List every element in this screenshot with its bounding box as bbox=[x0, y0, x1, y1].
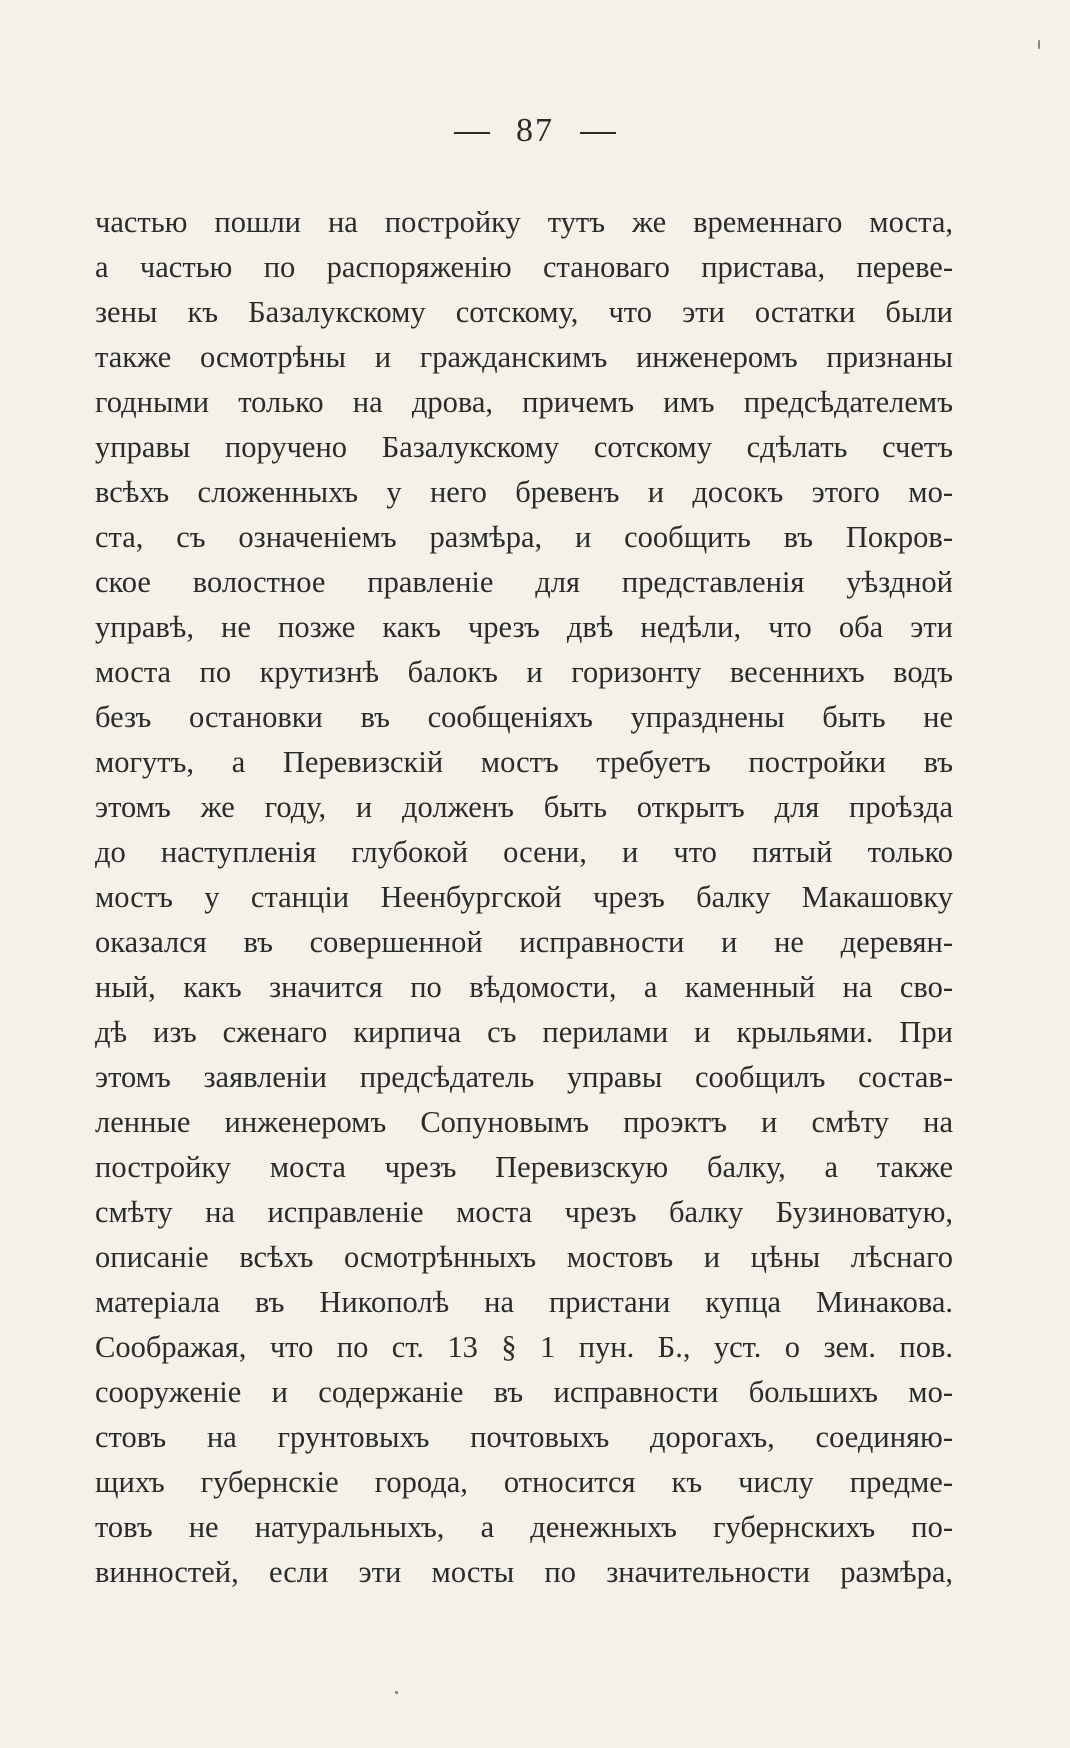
text-line: щихъ губернскіе города, относится къ числу предме- bbox=[95, 1465, 953, 1499]
text-line: также осмотрѣны и гражданскимъ инженеромъ признаны bbox=[95, 340, 953, 374]
text-line: всѣхъ сложенныхъ у него бревенъ и досокъ этого мо- bbox=[95, 475, 953, 509]
paper-speck bbox=[1038, 40, 1040, 49]
left-dash bbox=[454, 132, 490, 134]
text-line: постройку моста чрезъ Перевизскую балку, а также bbox=[95, 1150, 953, 1184]
text-line: товъ не натуральныхъ, а денежныхъ губернскихъ по- bbox=[95, 1510, 953, 1544]
text-line: могутъ, а Перевизскій мостъ требуетъ постройки въ bbox=[95, 745, 953, 779]
text-line: стовъ на грунтовыхъ почтовыхъ дорогахъ, соединяю- bbox=[95, 1420, 953, 1454]
text-line: ское волостное правленіе для представленія уѣздной bbox=[95, 565, 953, 599]
page-header bbox=[0, 112, 1070, 150]
text-line: описаніе всѣхъ осмотрѣнныхъ мостовъ и цѣны лѣснаго bbox=[95, 1240, 953, 1274]
text-line: годными только на дрова, причемъ имъ предсѣдателемъ bbox=[95, 385, 953, 419]
text-line: Соображая, что по ст. 13 § 1 пун. Б., уст. о зем. пов. bbox=[95, 1330, 953, 1364]
text-line: смѣту на исправленіе моста чрезъ балку Бузиноватую, bbox=[95, 1195, 953, 1229]
text-line: до наступленія глубокой осени, и что пятый только bbox=[95, 835, 953, 869]
text-line: этомъ заявленіи предсѣдатель управы сообщилъ состав- bbox=[95, 1060, 953, 1094]
text-line: а частью по распоряженію становаго пристава, переве- bbox=[95, 250, 953, 284]
text-line: управѣ, не позже какъ чрезъ двѣ недѣли, что оба эти bbox=[95, 610, 953, 644]
text-line: сооруженіе и содержаніе въ исправности большихъ мо- bbox=[95, 1375, 953, 1409]
text-line: управы поручено Базалукскому сотскому сдѣлать счетъ bbox=[95, 430, 953, 464]
text-line: частью пошли на постройку тутъ же временнаго моста, bbox=[95, 205, 953, 239]
text-line: винностей, если эти мосты по значительности размѣра, bbox=[95, 1555, 953, 1589]
text-line: моста по крутизнѣ балокъ и горизонту весеннихъ водъ bbox=[95, 655, 953, 689]
text-line: безъ остановки въ сообщеніяхъ упразднены быть не bbox=[95, 700, 953, 734]
paper-speck bbox=[395, 1691, 398, 1694]
text-line: зены къ Базалукскому сотскому, что эти остатки были bbox=[95, 295, 953, 329]
text-line: дѣ изъ сженаго кирпича съ перилами и крыльями. При bbox=[95, 1015, 953, 1049]
text-line: ста, съ означеніемъ размѣра, и сообщить въ Покров- bbox=[95, 520, 953, 554]
text-line: ный, какъ значится по вѣдомости, а каменный на сво- bbox=[95, 970, 953, 1004]
page-number: 87 bbox=[516, 112, 554, 149]
right-dash bbox=[580, 132, 616, 134]
text-line: ленные инженеромъ Сопуновымъ проэктъ и смѣту на bbox=[95, 1105, 953, 1139]
text-line: этомъ же году, и долженъ быть открытъ для проѣзда bbox=[95, 790, 953, 824]
text-line: мостъ у станціи Неенбургской чрезъ балку Макашовку bbox=[95, 880, 953, 914]
text-line: матеріала въ Никополѣ на пристани купца Минакова. bbox=[95, 1285, 953, 1319]
text-line: оказался въ совершенной исправности и не деревян- bbox=[95, 925, 953, 959]
body-text bbox=[95, 200, 953, 1595]
